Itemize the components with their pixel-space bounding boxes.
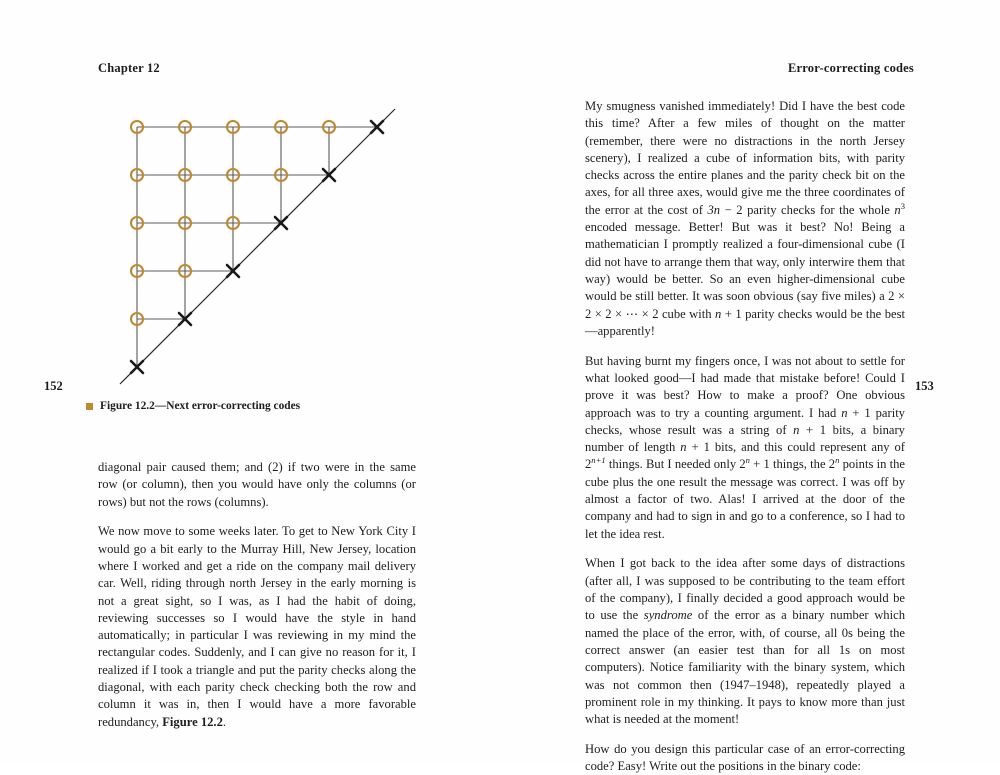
math-n: n	[680, 440, 687, 455]
caption-square-marker-icon	[86, 403, 93, 410]
paragraph-text: bits, and this could represent any of	[709, 440, 906, 455]
paragraph	[585, 555, 905, 728]
math-2: 2	[736, 202, 743, 217]
math-n: n	[793, 422, 800, 437]
math-n: n	[841, 405, 848, 420]
running-head-left: Chapter 12	[98, 61, 160, 75]
figure-12-2	[96, 92, 416, 397]
emphasis-syndrome: syndrome	[643, 608, 693, 623]
paragraph-tail: .	[222, 714, 227, 729]
triangular-code-lattice-diagram	[96, 92, 416, 397]
math-exponent-n: n	[835, 455, 840, 466]
paragraph	[585, 353, 905, 543]
math-plus-one: + 1	[686, 440, 710, 455]
right-text-column	[585, 98, 905, 775]
math-exponent-n-plus-1: n+1	[591, 455, 606, 466]
paragraph-text: parity checks would be the best—apparently!	[585, 306, 906, 338]
math-n: n	[715, 306, 722, 321]
figure-cross-reference: Figure 12.2	[162, 714, 223, 729]
paragraph-text: diagonal pair caused them; and (2) if two were in the same row (or column), then you would have only the columns (or rows) but not the rows (columns).	[98, 460, 416, 509]
paragraph-text: My smugness vanished immediately! Did I have the best code this time? After a few miles of thought on the matter (remember, there were no distractions in the north Jersey scenery), I realized a cube of information bits, with parity checks across the entire planes and the parity check bit on the axes, for all three axes, would give me the three coordinates of the error at the cost of	[585, 99, 905, 217]
paragraph-text: cube with	[658, 306, 716, 321]
math-plus-one: + 1	[847, 405, 871, 420]
paragraph-text: How do you design this particular case of an error-correcting code? Easy! Write out the positions in the binary code:	[585, 741, 905, 774]
math-exponent-3: 3	[900, 200, 905, 211]
math-plus-one: + 1	[721, 306, 742, 321]
running-head-right: Error-correcting codes	[788, 61, 914, 75]
math-exponent-n: n	[745, 455, 750, 466]
paragraph-text: parity checks for the whole	[742, 202, 895, 217]
paragraph-text: encoded message. Better! But was it best? No! Being a mathematician I promptly realized a four-dimensional cube (I did not have to arrange them that way, only interwire them that way) would be better. So an even higher-dimensional cube would be still better. It was soon obvious (say five miles) a	[585, 220, 905, 304]
math-n: n	[894, 202, 901, 217]
math-plus-one: + 1	[749, 457, 770, 472]
paragraph-text: bits, a binary number of length	[585, 422, 905, 455]
left-text-column	[98, 459, 416, 731]
math-2: 2	[739, 457, 746, 472]
paragraph-text: But having burnt my fingers once, I was not about to settle for what looked good—I had made that mistake before! Could I prove it was best? How to make a proof? One obvious approach was to try a counting argument. I had	[585, 353, 905, 420]
math-2: 2	[585, 457, 592, 472]
math-2: 2	[828, 457, 836, 472]
page-number-left: 152	[44, 379, 63, 393]
diagonal-parity-line	[120, 109, 395, 384]
paragraph-text: points in the cube plus the one result the message was correct. I was off by almost a factor of two. Alas! I arrived at the door of the company and had to sign in and go to a conference, so I had to let the idea rest.	[585, 457, 905, 541]
paragraph	[585, 98, 905, 340]
paragraph	[98, 523, 416, 731]
paragraph	[585, 741, 905, 775]
paragraph-text: things. But I needed only	[605, 457, 740, 472]
math-minus: −	[720, 202, 737, 217]
paragraph-text: things, the	[769, 457, 829, 472]
paragraph-text: We now move to some weeks later. To get to New York City I would go a bit early to the Murray Hill, New Jersey, location where I worked and get a ride on the company mail delivery car. Well, riding through north Jersey in the early morning is not a great sight, so I was, as I had the habit of doing, reviewing successes so I would have the style in hand automatically; in particular I was reviewing in my mind the rectangular codes. Suddenly, and I can give no reason for it, I realized if I took a triangle and put the parity checks along the diagonal, with each parity check checking both the row and column it was in, then I would have a more favorable redundancy,	[98, 524, 416, 729]
paragraph-text: When I got back to the idea after some days of distractions (after all, I was supposed to be contributing to the team effort of the company), I finally decided a good approach would be to use the	[585, 556, 905, 623]
math-binary-cube: 2 × 2 × 2 × ⋯ × 2	[585, 289, 905, 321]
figure-caption-text: Figure 12.2—Next error-correcting codes	[100, 400, 301, 412]
paragraph	[98, 459, 416, 511]
figure-caption	[86, 400, 300, 412]
math-plus-one: + 1	[799, 422, 827, 437]
paragraph-text: parity checks, whose result was a string of	[585, 405, 905, 437]
paragraph-text: of the error as a binary number which named the place of the error, with, of course, all 0s being the correct answer (an easier test than for all 1s on most computers). Notice familiarity with the binary system, which was not common then (1947–1948), repeatedly played a prominent role in my thinking. It pays to know more than just what is needed at the moment!	[585, 608, 905, 727]
page-number-right: 153	[915, 379, 934, 393]
math-3n: 3n	[707, 202, 721, 217]
